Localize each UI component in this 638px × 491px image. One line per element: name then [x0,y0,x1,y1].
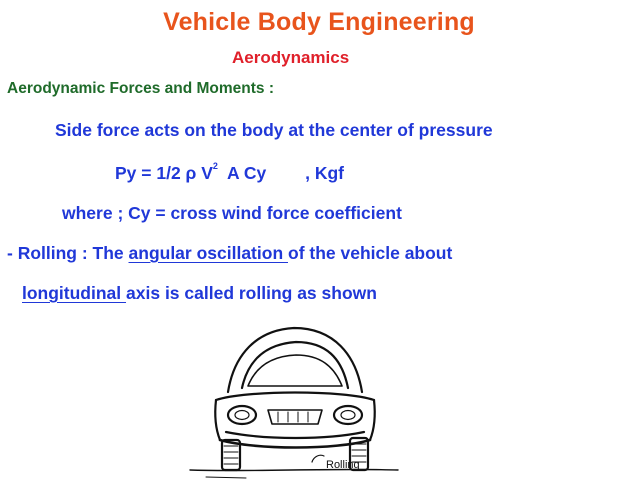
longitudinal-term: longitudinal [22,283,127,303]
rolling-definition [7,243,452,264]
section-heading: Aerodynamic Forces and Moments : [7,80,275,97]
slide-title: Vehicle Body Engineering [163,8,475,36]
formula-rhs: A Cy , Kgf [217,163,344,183]
slide-subtitle: Aerodynamics [232,48,350,67]
rolling-prefix: - Rolling : The [7,243,129,263]
formula-lhs: Py = 1/2 ρ V [115,163,213,183]
angular-oscillation-term: angular oscillation [128,243,288,263]
formula-exponent: 2 [212,161,218,171]
car-rolling-figure [186,300,402,484]
coefficient-definition: where ; Cy = cross wind force coefficient [62,203,402,223]
figure-rolling-label: Rolling [326,459,360,471]
side-force-text: Side force acts on the body at the center of pressure [55,120,493,140]
rolling-cont-suffix: axis is called rolling as shown [126,283,377,303]
rolling-suffix: of the vehicle about [288,243,453,263]
formula-line [115,163,344,184]
